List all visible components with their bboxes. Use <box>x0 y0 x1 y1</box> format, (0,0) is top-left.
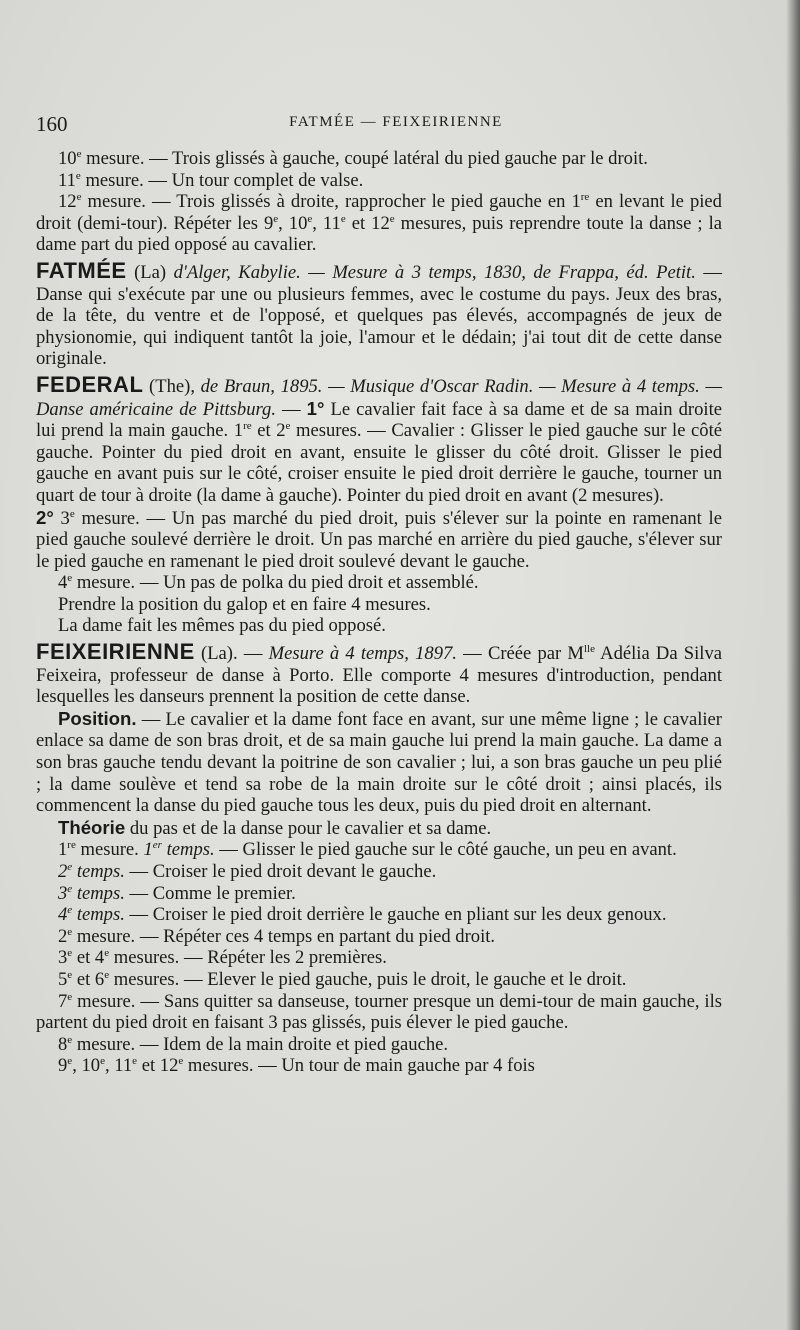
body-paragraph: Position. — Le cavalier et la dame font face en avant, sur une même ligne ; le cavalier enlace sa dame de son bras droit, et de sa main gauche lui prend la main gauche. La dame a son bras gauche tendu devant la poitrine de son cavalier ; lui, a son bras gauche un peu plié ; la dame soulève et tend sa robe de la main droite sur le côté droit ; ainsi placés, ils commencent la danse du pied gauche tous les deux, puis du pied droit en alternant. <box>36 707 722 817</box>
body-paragraph: 9e, 10e, 11e et 12e mesures. — Un tour de main gauche par 4 fois <box>58 1055 535 1077</box>
body-paragraph: 4e mesure. — Un pas de polka du pied droit et assemblé. <box>58 572 479 594</box>
body-paragraph: Prendre la position du galop et en faire 4 mesures. <box>58 593 431 615</box>
body-paragraph: 2e temps. — Croiser le pied droit devant le gauche. <box>58 860 437 882</box>
body-paragraph: 11e mesure. — Un tour complet de valse. <box>58 169 364 191</box>
body-paragraph: 3e et 4e mesures. — Répéter les 2 premières. <box>58 947 387 969</box>
dictionary-entry-paragraph: FEDERAL (The), de Braun, 1895. — Musique d'Oscar Radin. — Mesure à 4 temps. — Danse américaine de Pittsburg. — 1° Le cavalier fait face à sa dame et de sa main droite lui prend la main gauche. 1re et 2e mesures. — Cavalier : Glisser le pied gauche sur le côté gauche. Pointer du pied droit en avant, ensuite le glisser du côté droit. Glisser le pied gauche en avant puis sur le côté, croiser ensuite le pied droit derrière le gauche, tourner un quart de tour à droite (la dame à gauche). Pointer du pied droit en avant (2 mesures). <box>36 371 723 506</box>
dictionary-entry-paragraph: FATMÉE (La) d'Alger, Kabylie. — Mesure à 3 temps, 1830, de Frappa, éd. Petit. — Danse qui s'exécute par une ou plusieurs femmes, avec le costume du pays. Jeux des bras, de la tête, du ventre et de l'opposé, et quelques pas élevés, accompagnés de jeux de physionomie, qui indiquent tantôt la joie, l'amour et le dédain; j'ai tout dit de cette danse originale. <box>36 257 722 370</box>
running-head: FATMÉE — FEIXEIRIENNE <box>289 114 503 130</box>
entry-headword: FEDERAL <box>36 371 144 397</box>
body-paragraph: 2e mesure. — Répéter ces 4 temps en partant du pied droit. <box>58 925 496 947</box>
entry-headword: FEIXEIRIENNE <box>36 639 195 665</box>
page-edge-shadow <box>786 0 800 1330</box>
body-paragraph: 1re mesure. 1er temps. — Glisser le pied gauche sur le côté gauche, un peu en avant. <box>58 839 677 861</box>
entry-headword: FATMÉE <box>36 257 127 283</box>
body-paragraph: Théorie du pas et de la danse pour le cavalier et sa dame. <box>58 816 492 839</box>
body-paragraph: 2° 3e mesure. — Un pas marché du pied droit, puis s'élever sur la pointe en ramenant le pied gauche soulevé derrière le droit. Un pas marché en arrière du pied gauche, s'élever sur le pied gauche en ramenant le pied droit soulevé devant le gauche. <box>36 506 722 572</box>
body-paragraph: 7e mesure. — Sans quitter sa danseuse, tourner presque un demi-tour de main gauche, ils partent du pied droit en faisant 3 pas glissés, puis élever le pied gauche. <box>36 990 722 1034</box>
body-paragraph: 3e temps. — Comme le premier. <box>58 882 296 904</box>
body-paragraph: 10e mesure. — Trois glissés à gauche, coupé latéral du pied gauche par le droit. <box>58 147 648 169</box>
page-header <box>36 112 756 136</box>
body-paragraph: 8e mesure. — Idem de la main droite et pied gauche. <box>58 1033 449 1055</box>
body-text <box>36 148 722 1077</box>
body-paragraph: 5e et 6e mesures. — Elever le pied gauche, puis le droit, le gauche et le droit. <box>58 968 627 990</box>
body-paragraph: 4e temps. — Croiser le pied droit derrière le gauche en pliant sur les deux genoux. <box>58 904 667 926</box>
body-paragraph: La dame fait les mêmes pas du pied opposé. <box>58 615 386 637</box>
body-paragraph: 12e mesure. — Trois glissés à droite, rapprocher le pied gauche en 1re en levant le pied droit (demi-tour). Répéter les 9e, 10e, 11e et 12e mesures, puis reprendre toute la danse ; la dame part du pied opposé au cavalier. <box>36 191 722 256</box>
page-number: 160 <box>36 112 68 136</box>
dictionary-entry-paragraph: FEIXEIRIENNE (La). — Mesure à 4 temps, 1897. — Créée par $M^{lle}$ Adélia Da Silva Feixeira, professeur de danse à Porto. Elle comporte 4 mesures d'introduction, pendant lesquelles les danseurs prennent la position de cette danse. <box>36 639 722 708</box>
